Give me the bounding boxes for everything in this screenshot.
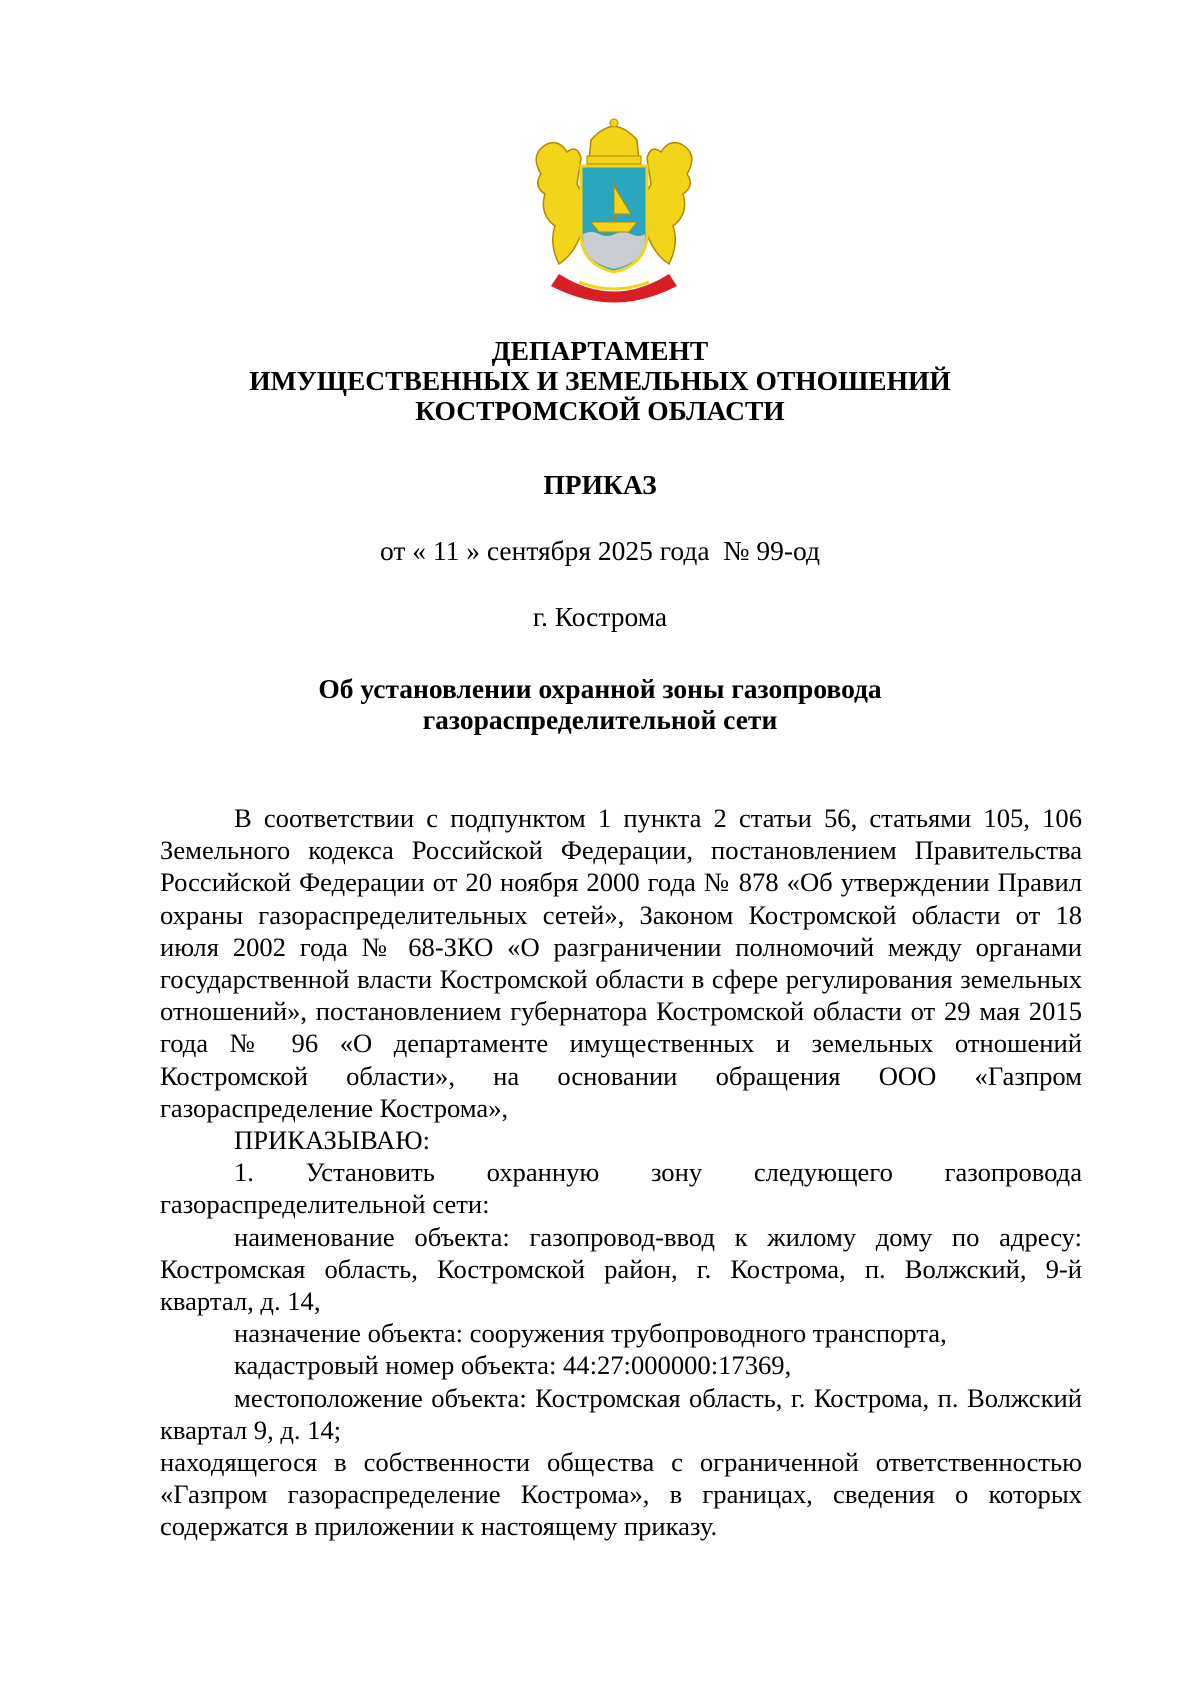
department-name xyxy=(0,336,1200,426)
document-type: ПРИКАЗ xyxy=(543,469,657,500)
subject-line-1: Об установлении охранной зоны газопровода xyxy=(318,673,882,704)
object-name-paragraph: наименование объекта: газопровод-ввод к жилому дому по адресу: Костромская область, Костромской район, г. Кострома, п. Волжский, 9-й квартал, д. 14, xyxy=(160,1221,1082,1317)
order-city: г. Кострома xyxy=(532,601,668,632)
department-line-2: ИМУЩЕСТВЕННЫХ И ЗЕМЕЛЬНЫХ ОТНОШЕНИЙ xyxy=(249,365,951,396)
department-line-3: КОСТРОМСКОЙ ОБЛАСТИ xyxy=(415,395,785,426)
order-date-number: от « 11 » сентября 2025 года № 99-од xyxy=(379,535,820,566)
subject-line-2: газораспределительной сети xyxy=(422,704,778,735)
order-word: ПРИКАЗЫВАЮ: xyxy=(234,1125,430,1156)
preamble-paragraph: В соответствии с подпунктом 1 пункта 2 статьи 56, статьями 105, 106 Земельного кодекса Российской Федерации, постановлением Правительства Российской Федерации от 20 ноября 2000 года № 878 «Об утверждении Правил охраны газораспределительных сетей», Законом Костромской области от 18 июля 2002 года № 68-ЗКО «О разграничении полномочий между органами государственной власти Костромской области в сфере регулирования земельных отношений», постановлением губернатора Костромской области от 29 мая 2015 года № 96 «О департаменте имущественных и земельных отношений Костромской области», на основании обращения ООО «Газпром газораспределение Кострома», xyxy=(160,803,1082,1123)
location-paragraph: местоположение объекта: Костромская область, г. Кострома, п. Волжский квартал 9, д. 14; xyxy=(160,1382,1082,1445)
item-1-paragraph: 1. Установить охранную зону следующего газопровода газораспределительной сети: xyxy=(160,1157,1082,1220)
ownership-paragraph: находящегося в собственности общества с ограниченной ответственностью «Газпром газораспределение Кострома», в границах, сведения о которых содержатся в приложении к настоящему приказу. xyxy=(160,1447,1082,1542)
object-purpose-paragraph: назначение объекта: сооружения трубопроводного транспорта, xyxy=(234,1318,947,1349)
department-line-1: ДЕПАРТАМЕНТ xyxy=(491,335,709,366)
order-body xyxy=(160,802,1082,1543)
kostroma-coat-of-arms-icon xyxy=(519,114,709,304)
cadastral-number-paragraph: кадастровый номер объекта: 44:27:000000:17369, xyxy=(234,1350,792,1381)
order-subject xyxy=(0,673,1200,735)
